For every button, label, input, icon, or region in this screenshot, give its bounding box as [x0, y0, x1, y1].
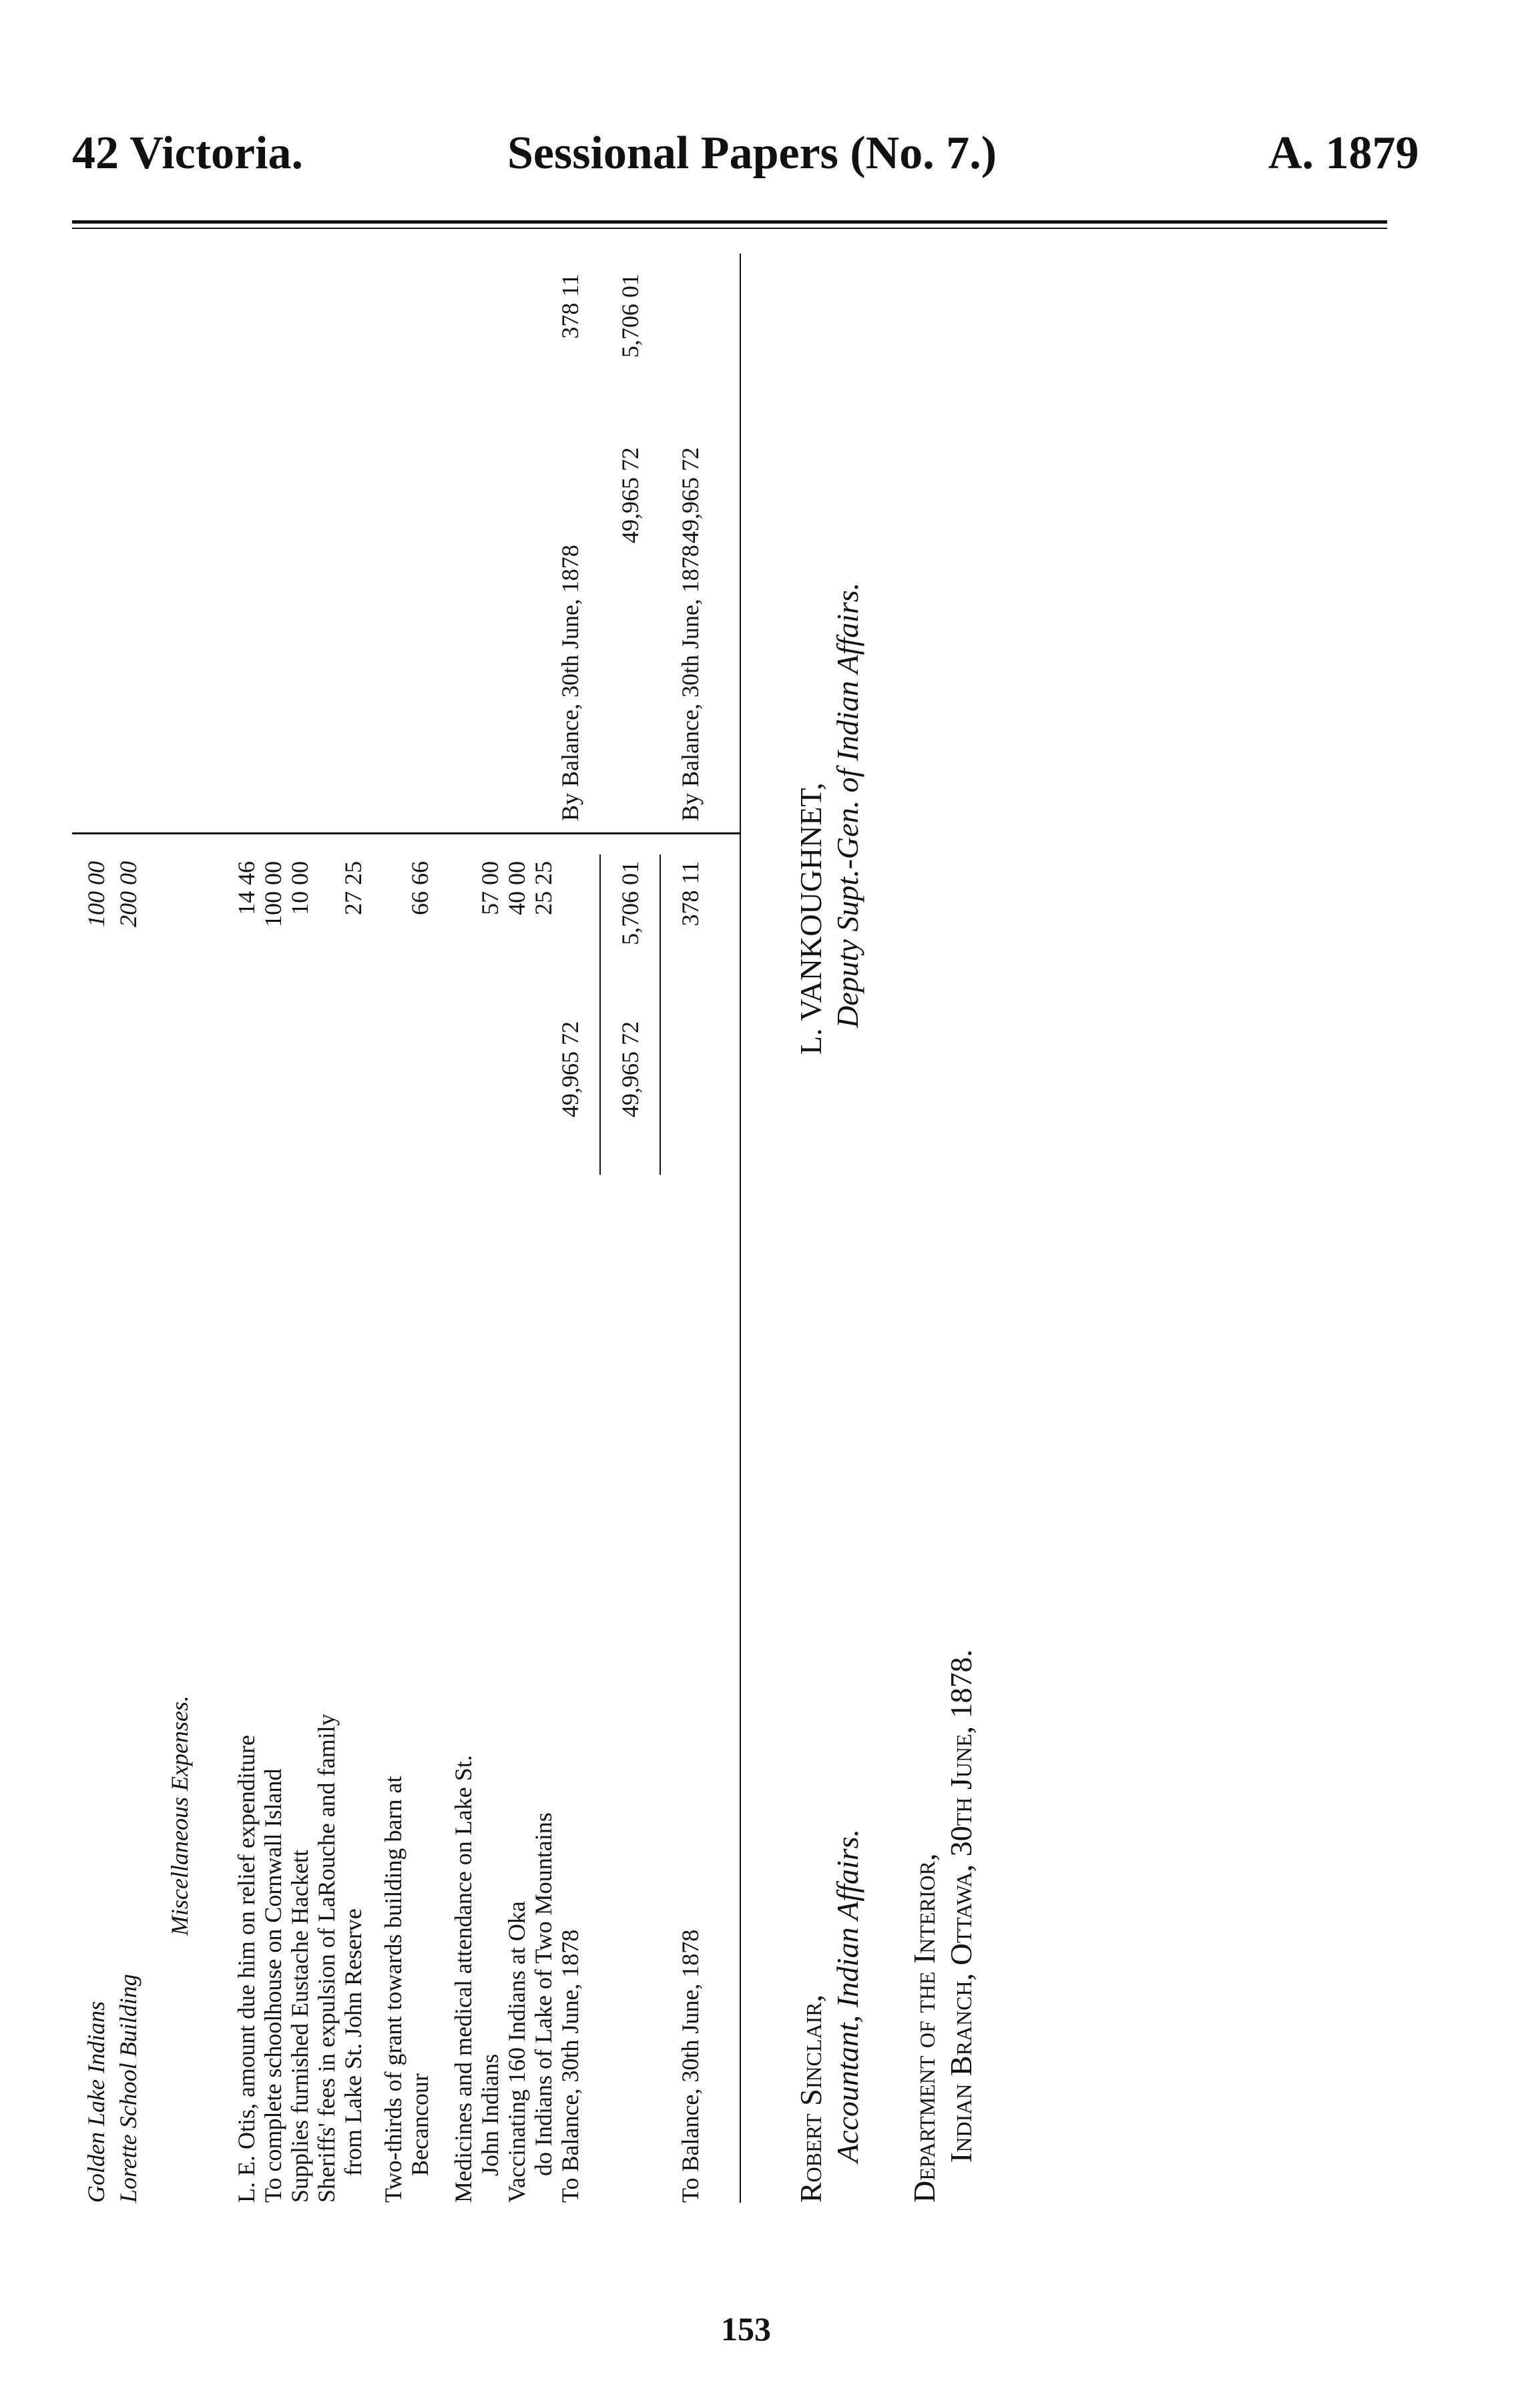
row-amount: 378 11 — [677, 861, 704, 926]
table-bottom-rule — [740, 254, 741, 2203]
accountant-title: Accountant, Indian Affairs. — [830, 1828, 864, 2163]
ledger-table — [72, 254, 1407, 2203]
header-center: Sessional Papers (No. 7.) — [507, 127, 997, 179]
row-label: Medicines and medical attendance on Lake St. — [450, 1755, 477, 2203]
totals-row — [613, 254, 648, 821]
row-amount: 49,965 72 — [557, 1021, 583, 1117]
row-amount: 100 00 — [260, 861, 286, 927]
deputy-title: Deputy Supt.-Gen. of Indian Affairs. — [830, 582, 864, 1028]
row-label: Lorette School Building — [115, 1974, 142, 2203]
deputy-name: L. VANKOUGHNET, — [794, 782, 828, 1055]
total-col1: 49,965 72 — [617, 1021, 644, 1117]
row-label: By Balance, 30th June, 1878 — [557, 545, 583, 821]
ledger-row — [553, 254, 587, 821]
ledger-row — [336, 861, 370, 2203]
row-label: Vaccinating 160 Indians at Oka — [503, 1901, 530, 2203]
row-label: To Balance, 30th June, 1878 — [557, 1929, 583, 2203]
row-label: John Indians — [477, 2054, 503, 2176]
page-header — [0, 127, 1540, 200]
row-amount: 49,965 72 — [677, 447, 704, 543]
row-label: Supplies furnished Eustache Hackett — [286, 1850, 313, 2203]
row-label: To complete schoolhouse on Cornwall Island — [260, 1768, 286, 2203]
row-amount: 378 11 — [557, 274, 583, 339]
ledger-row — [553, 868, 587, 2203]
row-label: do Indians of Lake of Two Mountains — [530, 1812, 557, 2176]
ledger-row — [673, 254, 708, 821]
column-divider — [72, 832, 740, 834]
row-amount: 66 66 — [407, 861, 433, 915]
accountant-name: Robert Sinclair, — [794, 1995, 828, 2203]
ledger-row — [79, 861, 113, 2203]
row-amount: 200 00 — [115, 861, 142, 927]
totals-row — [613, 861, 648, 2203]
ledger-row — [403, 861, 437, 2203]
department-line: Department of the Interior, — [907, 1853, 941, 2203]
row-amount: 57 00 — [477, 861, 503, 915]
row-label: Two-thirds of grant towards building barn at — [380, 1776, 407, 2203]
header-left: 42 Victoria. — [72, 127, 304, 179]
total-rule — [599, 854, 601, 1175]
row-label: from Lake St. John Reserve — [340, 1908, 366, 2176]
branch-line: Indian Branch, Ottawa, 30th June, 1878. — [944, 1649, 978, 2163]
row-amount: 100 00 — [83, 861, 109, 927]
row-amount: 40 00 — [503, 861, 530, 915]
total-col3: 49,965 72 — [617, 447, 644, 543]
row-label: By Balance, 30th June, 1878 — [677, 545, 704, 821]
row-label: To Balance, 30th June, 1878 — [677, 1929, 704, 2203]
row-amount: 10 00 — [286, 861, 313, 915]
row-label: L. E. Otis, amount due him on relief expenditure — [233, 1735, 260, 2203]
row-label: Golden Lake Indians — [83, 2001, 109, 2203]
header-rule — [72, 220, 1387, 224]
ledger-row — [673, 861, 708, 2203]
row-amount: 25 25 — [530, 861, 557, 915]
section-heading: Miscellaneous Expenses. — [166, 1695, 193, 1936]
row-label: Becancour — [407, 2073, 433, 2176]
row-label: Sheriffs' fees in expulsion of LaRouche and family — [313, 1713, 340, 2203]
total-rule — [660, 854, 661, 1175]
row-amount: 27 25 — [340, 861, 366, 915]
row-amount: 14 46 — [233, 861, 260, 915]
header-rule-thin — [72, 228, 1387, 229]
total-col4: 5,706 01 — [617, 274, 644, 358]
header-right: A. 1879 — [1268, 127, 1419, 179]
page-number: 153 — [721, 2310, 771, 2348]
ledger-row — [111, 861, 146, 2203]
total-col2: 5,706 01 — [617, 861, 644, 945]
